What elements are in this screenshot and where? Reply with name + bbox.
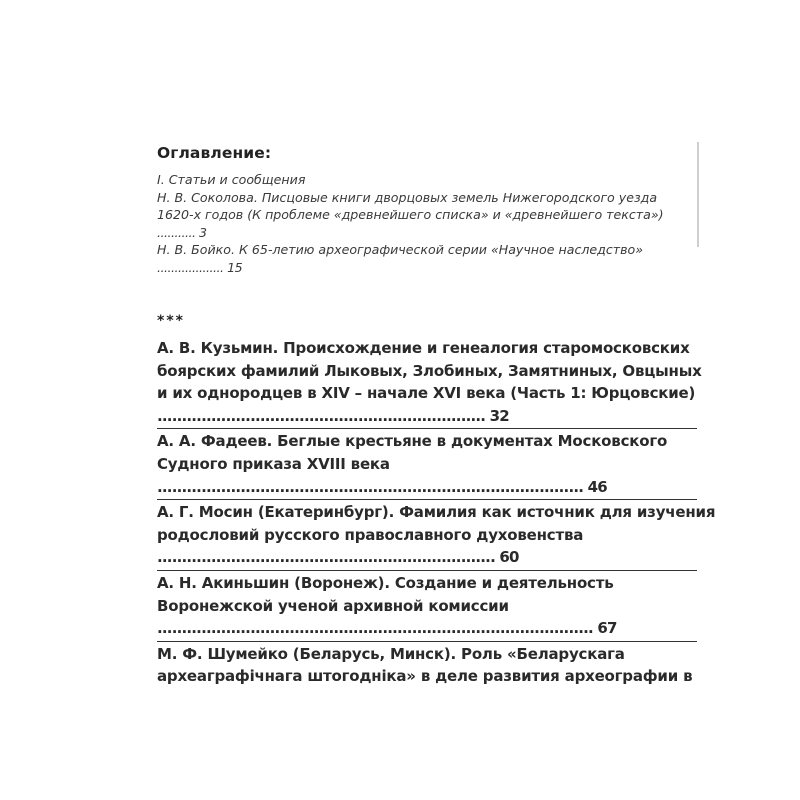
toc-entry-line: М. Ф. Шумейко (Беларусь, Минск). Роль «Беларускага (157, 644, 625, 663)
toc-item-line: Н. В. Соколова. Писцовые книги дворцовых земель Нижегородского уезда (157, 189, 658, 205)
toc-item (157, 241, 697, 276)
toc-item (157, 189, 697, 242)
toc-item-page: ................... 15 (157, 259, 243, 275)
toc-item-line: 1620-х годов (К проблеме «древнейшего списка» и «древнейшего текста») (157, 207, 664, 223)
toc-entry-line: А. Н. Акиньшин (Воронеж). Создание и деятельность (157, 573, 614, 592)
toc-entry (157, 337, 702, 429)
toc-entry-line: А. В. Кузьмин. Происхождение и генеалогия старомосковских (157, 339, 690, 357)
toc-entry-line: боярских фамилий Лыковых, Злобиных, Замятниных, Овцыных (157, 361, 702, 380)
toc-entry-page: ......................................................................................... 67 (157, 619, 617, 638)
toc-heading: Оглавление: (157, 144, 272, 162)
toc-entry (157, 430, 697, 500)
toc-entry-line: А. Г. Мосин (Екатеринбург). Фамилия как источник для изучения (157, 503, 716, 522)
section-1 (157, 171, 697, 277)
toc-entry-page: ....................................................................................... 46 (157, 477, 607, 496)
toc-entry (157, 501, 716, 571)
separator-asterisks: *** (157, 313, 185, 329)
toc-entry-page: ..................................................................... 60 (157, 548, 519, 567)
toc-entry (157, 572, 697, 642)
section-1-title: I. Статьи и сообщения (157, 172, 306, 187)
toc-entry-line: Воронежской ученой архивной комиссии (157, 596, 509, 615)
entries-list (157, 337, 716, 690)
toc-entry-page: ................................................................... 32 (157, 406, 509, 425)
toc-entry-line: А. А. Фадеев. Беглые крестьяне в документах Московского (157, 432, 668, 451)
toc-entry (157, 643, 697, 689)
toc-entry-line: археаграфічнага штогодніка» в деле развития археографии в (157, 667, 693, 686)
toc-entry-line: Судного приказа XVIII века (157, 454, 390, 473)
toc-entry-line: и их однородцев в XIV – начале XVI века (Часть 1: Юрцовские) (157, 384, 696, 403)
toc-entry-line: родословий русского православного духовенства (157, 525, 584, 544)
vertical-rule (697, 142, 699, 247)
toc-item-line: Н. В. Бойко. К 65-летию археографической серии «Научное наследство» (157, 242, 644, 258)
toc-item-page: ........... 3 (157, 224, 207, 240)
